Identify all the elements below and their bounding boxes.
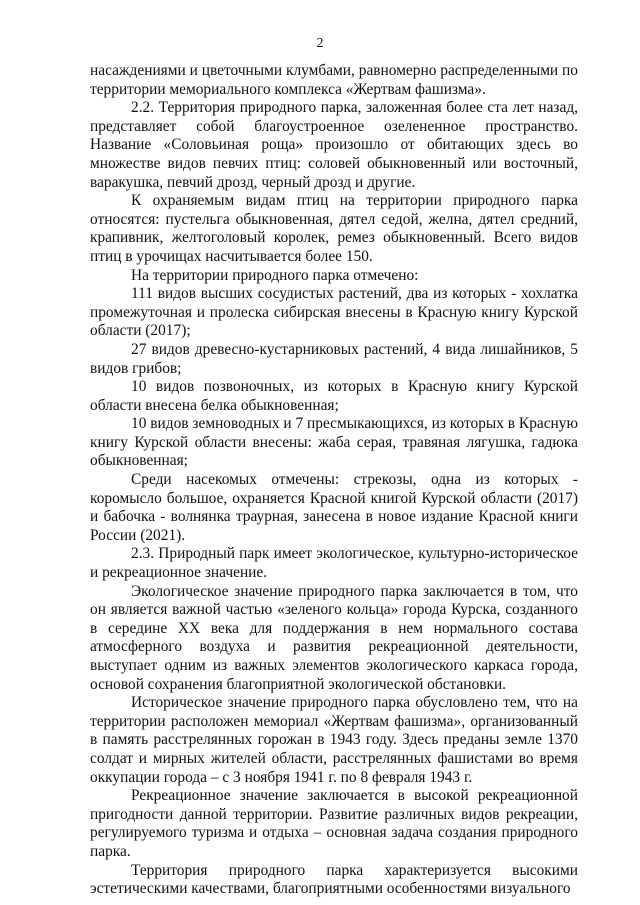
paragraph-trees-lichens: 27 видов древесно-кустарниковых растений, 4 вида лишайников, 5 видов грибов; [90,340,578,377]
paragraph-plants: 111 видов высших сосудистых растений, два из которых - хохлатка промежуточная и пролеска сибирская внесены в Красную книгу Курской области (2017); [90,285,578,340]
paragraph-noted-intro: На территории природного парка отмечено: [131,266,419,284]
paragraph-ecological-value: Экологическое значение природного парка заключается в том, что он является важной частью «зеленого кольца» города Курска, созданного в середине ХХ века для поддержания в нем нормального состава атмосферного воздуха и развития рекреационной деятельности, выступает одним из важных элементов экологического каркаса города, основой сохранения благоприятной экологической обстановки. [90,582,578,693]
paragraph-protected-birds: К охраняемым видам птиц на территории природного парка относятся: пустельга обыкновенная, дятел седой, желна, дятел средний, крапивник, желтоголовый королек, ремез обыкновенный. Всего видов птиц в урочищах насчитывается более 150. [90,192,578,265]
paragraph-recreational-value: Рекреационное значение заключается в высокой рекреационной пригодности данной территории. Развитие различных видов рекреации, регулируемого туризма и отдыха – основная задача создания природного парка. [90,787,578,860]
page-number: 2 [316,36,324,51]
document-body [90,62,578,899]
paragraph-continuation: насаждениями и цветочными клумбами, равномерно распределенными по территории мемориального комплекса «Жертвам фашизма». [90,62,578,98]
paragraph-amphibians-reptiles: 10 видов земноводных и 7 пресмыкающихся, из которых в Красную книгу Курской области внесены: жаба серая, травяная лягушка, гадюка обыкновенная; [90,415,578,470]
paragraph-historical-value: Историческое значение природного парка обусловлено тем, что на территории расположен мемориал «Жертвам фашизма», организованный в память расстрелянных горожан в 1943 году. Здесь преданы земле 1370 солдат и мирных жителей области, расстрелянных фашистами во время оккупации города – с 3 ноября 1941 г. по 8 февраля 1943 г. [90,694,578,786]
paragraph-vertebrates: 10 видов позвоночных, из которых в Красную книгу Курской области внесена белка обыкновенная; [90,378,578,414]
paragraph-section-2-3: 2.3. Природный парк имеет экологическое, культурно-историческое и рекреационное значение. [90,545,578,582]
paragraph-section-2-2: 2.2. Территория природного парка, заложенная более ста лет назад, представляет собой благоустроенное озелененное пространство. Название «Соловьиная роща» произошло от обитающих здесь во множестве видов певчих птиц: соловей обыкновенный или восточный, варакушка, певчий дрозд, черный дрозд и другие. [90,99,578,191]
paragraph-insects: Среди насекомых отмечены: стрекозы, одна из которых - коромысло большое, охраняется Красной книгой Курской области (2017) и бабочка - волнянка траурная, занесена в новое издание Красной книги России (2021). [90,471,578,544]
paragraph-aesthetic-qualities: Территория природного парка характеризуется высокими эстетическими качествами, благоприятными особенностями визуального [90,861,578,898]
